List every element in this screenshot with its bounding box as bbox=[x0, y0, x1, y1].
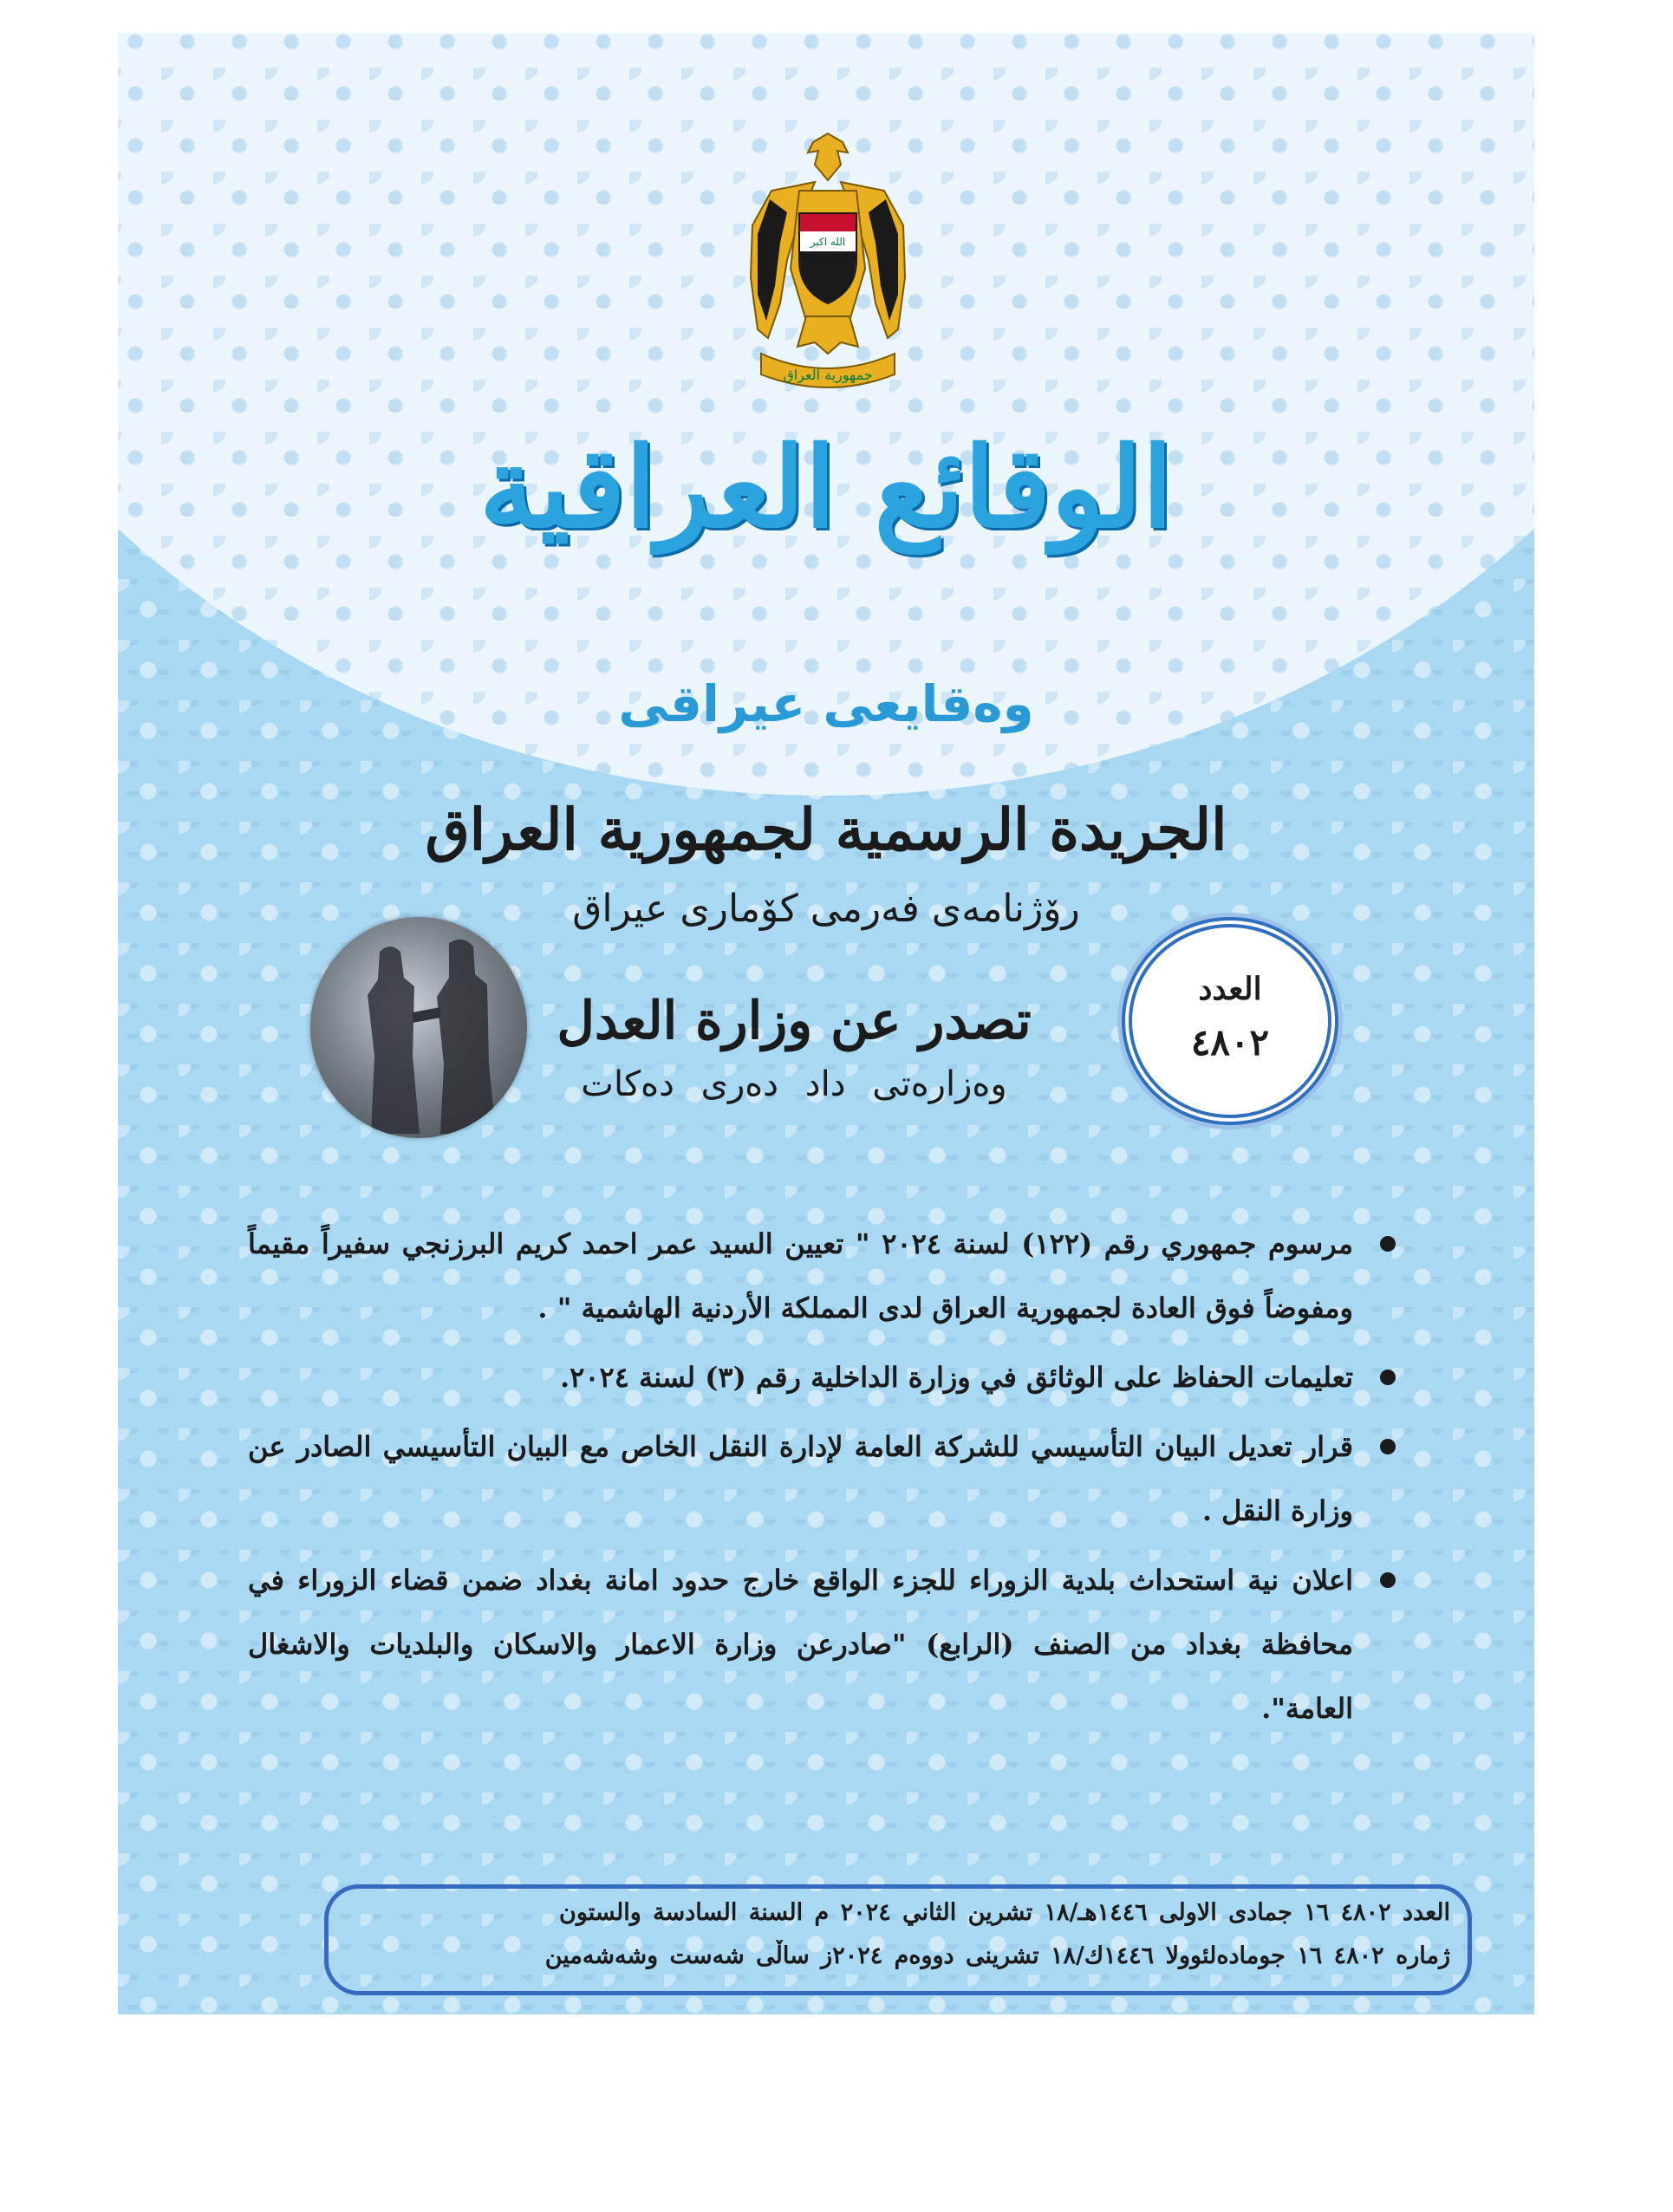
issue-footer-box bbox=[324, 1884, 1472, 1995]
issuer-text: تصدر عن وزارة العدل bbox=[557, 991, 1032, 1051]
list-item: قرار تعديل البيان التأسيسي للشركة العامة لإدارة النقل الخاص مع البيان التأسيسي الصادر عن وزارة النقل . bbox=[248, 1415, 1401, 1543]
gazette-subtitle: الجريدة الرسمية لجمهورية العراق bbox=[425, 796, 1227, 863]
list-item: اعلان نية استحداث بلدية الزوراء للجزء الواقع خارج حدود امانة بغداد ضمن قضاء الزوراء في محافظة بغداد من الصنف (الرابع) "صادرعن وزارة الاعمار والاسكان والبلديات والاشغال العامة". bbox=[248, 1548, 1401, 1740]
issue-label: العدد bbox=[1198, 971, 1262, 1007]
footer-date-arabic: العدد ٤٨٠٢ ١٦ جمادى الاولى ١٤٤٦هـ/١٨ تشرين الثاني ٢٠٢٤ م السنة السادسة والستون bbox=[558, 1899, 1450, 1926]
emblem-scroll-text: الله اكبر bbox=[810, 236, 846, 248]
footer-date-kurdish: ژمارە ٤٨٠٢ ١٦ جومادەلئوولا ١٤٤٦ك/١٨ تشرینی دووەم ٢٠٢٤ز ساڵی شەست وشەشەمین bbox=[544, 1942, 1450, 1969]
iraq-coat-of-arms-icon bbox=[745, 130, 910, 394]
contents-list bbox=[248, 1212, 1401, 1746]
cover-page bbox=[118, 33, 1534, 2014]
issue-number-badge bbox=[1122, 917, 1338, 1125]
issue-number: ٤٨٠٢ bbox=[1190, 1021, 1270, 1064]
gazette-title: الوقائع العراقية bbox=[478, 423, 1174, 553]
gazette-subtitle-kurdish: رۆژنامەی فەرمی کۆماری عیراق bbox=[572, 887, 1080, 931]
list-item: مرسوم جمهوري رقم (١٢٢) لسنة ٢٠٢٤ " تعيين السيد عمر احمد كريم البرزنجي سفيراً مقيماً ومفوضاً فوق العادة لجمهورية العراق لدى المملكة الأردنية الهاشمية " . bbox=[248, 1212, 1401, 1340]
issuer-text-kurdish: وەزارەتی داد دەری دەکات bbox=[581, 1064, 1007, 1104]
emblem-ribbon-text: جمهورية العراق bbox=[783, 367, 873, 383]
list-item: تعليمات الحفاظ على الوثائق في وزارة الداخلية رقم (٣) لسنة ٢٠٢٤. bbox=[248, 1345, 1401, 1409]
gazette-title-kurdish: وەقایعی عیراقی bbox=[618, 674, 1034, 733]
